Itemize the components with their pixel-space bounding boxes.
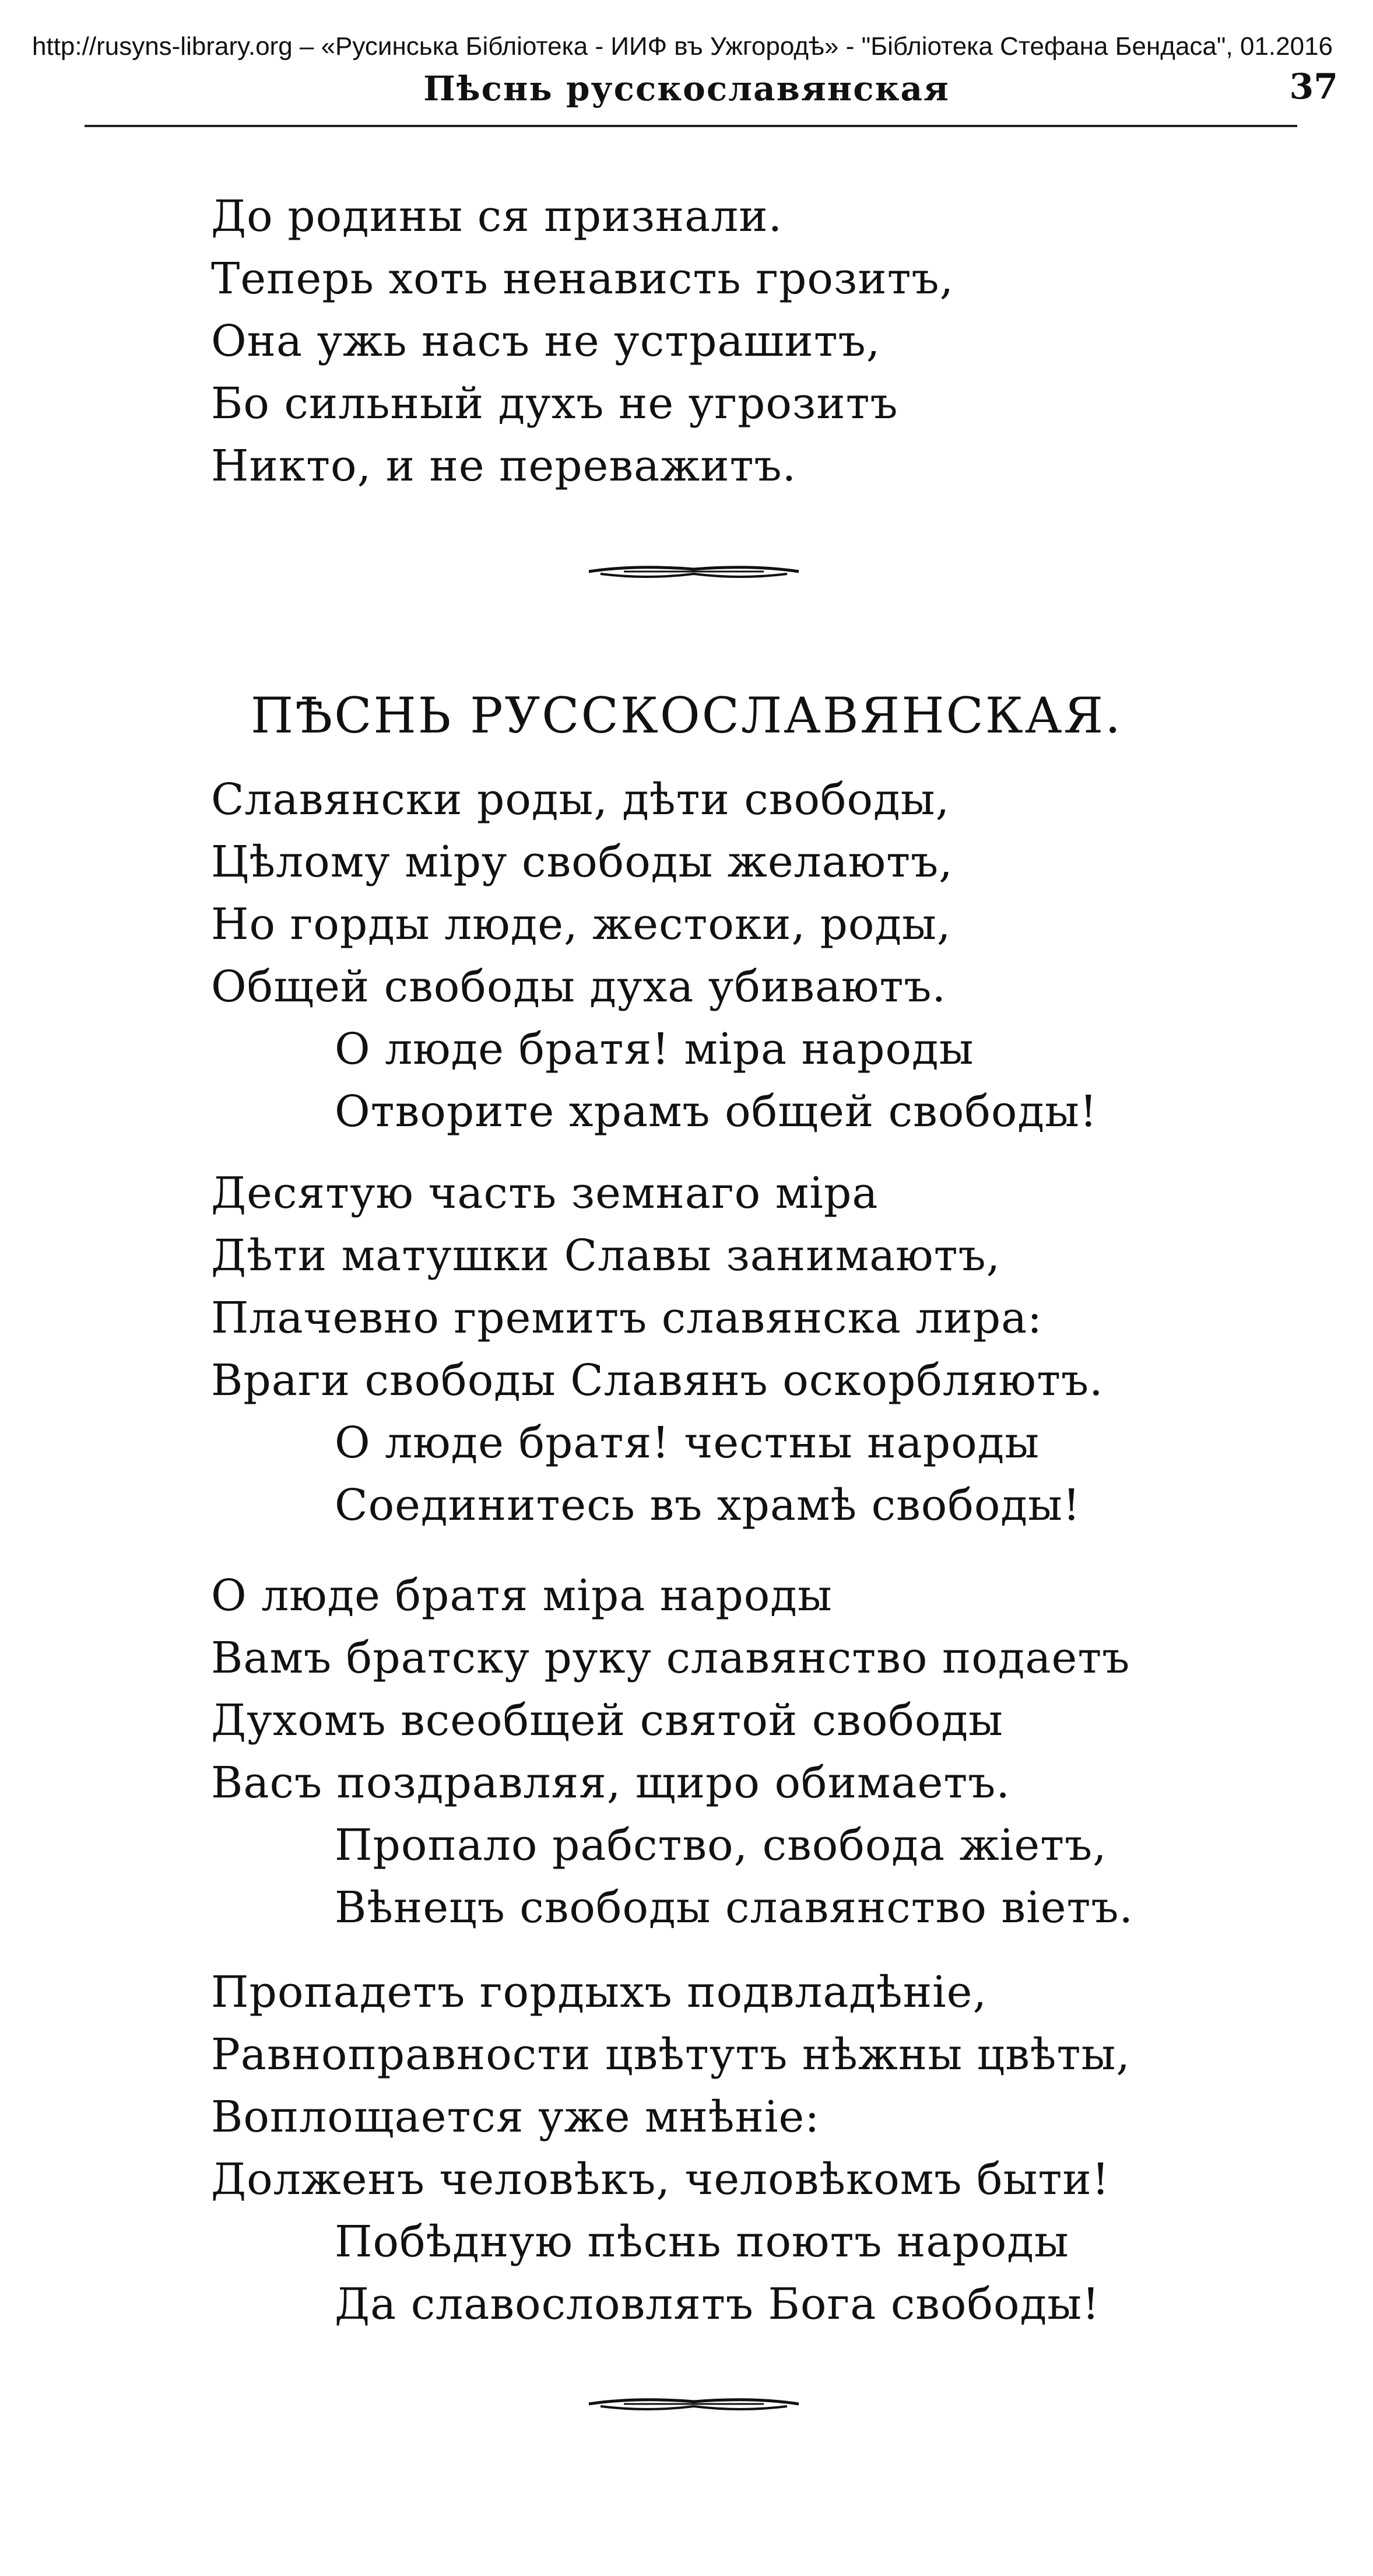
verse-line: Воплощается уже мнѣніе: <box>211 2092 820 2142</box>
refrain-line: Побѣдную пѣснь поютъ народы <box>335 2217 1069 2267</box>
source-line: http://rusyns-library.org – «Русинська Бібліотека - ИИФ въ Ужгородѣ» - "Бібліотека Стефана Бендаса", 01.2016 <box>32 32 1333 61</box>
refrain-line: Отворите храмъ общей свободы! <box>335 1087 1098 1137</box>
verse-line: Общей свободы духа убиваютъ. <box>211 962 947 1012</box>
stanza-previous <box>211 185 954 497</box>
header-rule <box>85 125 1297 127</box>
verse-line: Вамъ братску руку славянство подаетъ <box>211 1633 1130 1683</box>
verse-line: Теперь хоть ненависть грозитъ, <box>211 254 954 304</box>
verse-line: До родины ся признали. <box>211 191 783 241</box>
verse-line: Васъ поздравляя, щиро обимаетъ. <box>211 1758 1010 1808</box>
stanza-1 <box>211 769 1098 1143</box>
verse-line: Славянски роды, дѣти свободы, <box>211 774 950 825</box>
verse-line: О люде братя міра народы <box>211 1571 833 1621</box>
verse-line: Дѣти матушки Славы занимаютъ, <box>211 1231 1001 1281</box>
verse-line: Она ужь насъ не устрашитъ, <box>211 316 881 366</box>
verse-line: Долженъ человѣкъ, человѣкомъ быти! <box>211 2154 1110 2205</box>
refrain-line: Да славословлятъ Бога свободы! <box>335 2279 1100 2329</box>
verse-line: Равноправности цвѣтутъ нѣжны цвѣты, <box>211 2030 1130 2080</box>
running-title: Пѣснь русскославянская <box>423 69 950 108</box>
stanza-2 <box>211 1162 1104 1537</box>
poem-title: ПѢСНЬ РУССКОСЛАВЯНСКАЯ. <box>251 687 1122 744</box>
verse-line: Духомъ всеобщей святой свободы <box>211 1695 1003 1746</box>
verse-line: Плачевно гремитъ славянска лира: <box>211 1293 1043 1343</box>
verse-line: Никто, и не переважитъ. <box>211 441 797 491</box>
verse-line: Но горды люде, жестоки, роды, <box>211 899 951 949</box>
refrain-line: Соединитесь въ храмѣ свободы! <box>335 1480 1081 1530</box>
ornament-divider-end <box>583 2392 805 2416</box>
stanza-3 <box>211 1565 1133 1939</box>
ornament-divider <box>583 560 805 583</box>
refrain-line: О люде братя! честны народы <box>335 1418 1040 1468</box>
stanza-4 <box>211 1961 1130 2336</box>
verse-line: Враги свободы Славянъ оскорбляютъ. <box>211 1355 1104 1406</box>
verse-line: Бо сильный духъ не угрозитъ <box>211 378 898 429</box>
refrain-line: Пропало рабство, свобода жіетъ, <box>335 1820 1107 1870</box>
verse-line: Десятую часть земнаго міра <box>211 1168 879 1218</box>
refrain-line: О люде братя! міра народы <box>335 1024 974 1074</box>
verse-line: Пропадетъ гордыхъ подвладѣніе, <box>211 1967 987 2017</box>
page-number: 37 <box>1289 66 1338 107</box>
verse-line: Цѣлому міру свободы желаютъ, <box>211 837 953 887</box>
refrain-line: Вѣнецъ свободы славянство віетъ. <box>335 1883 1134 1933</box>
running-head <box>0 66 1373 115</box>
